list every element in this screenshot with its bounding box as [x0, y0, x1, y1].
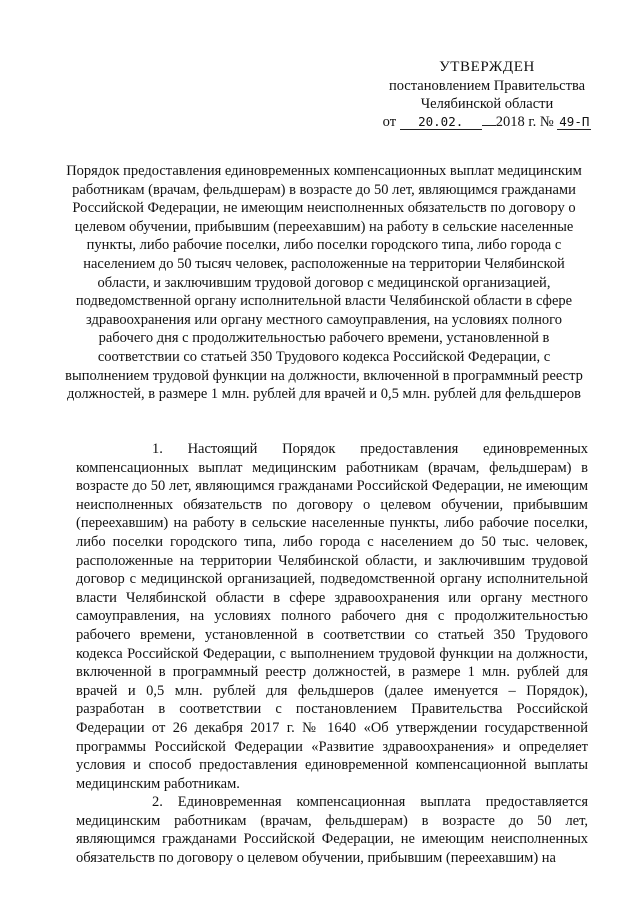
paragraph-1: [76, 440, 588, 793]
paragraph-2: [76, 793, 588, 867]
paragraph-text: Единовременная компенсационная выплата предоставляется медицинским работникам (врачам, фельдшерам) в возрасте до 50 лет, являющимся гражданами Российской Федерации, не имеющим неисполненных обязательств по договору о целевом обучении, прибывшим (переехавшим) на: [76, 794, 589, 867]
approval-stamp: [372, 58, 602, 131]
approval-heading: УТВЕРЖДЕН: [439, 59, 535, 75]
paragraph-number: 2.: [152, 794, 163, 811]
paragraph-number: 1.: [152, 441, 163, 457]
approval-line-2: Челябинской области: [420, 96, 554, 112]
approval-line-1: постановлением Правительства: [388, 78, 586, 94]
document-body: [76, 440, 588, 868]
paragraph-text: Настоящий Порядок предоставления единовременных компенсационных выплат медицинским работникам (врачам, фельдшерам) в возрасте до 50 лет, являющимся гражданами Российской Федерации, не имеющим неисполненных обязательств по договору о целевом обучении, прибывшим (переехавшим) на работу в сельские населенные пункты, либо рабочие поселки, либо поселки городского типа, либо города с населением до 50 тыс. человек, расположенные на территории Челябинской области, и заключившим трудовой договор с медицинской организацией, подведомственной органу исполнительной власти Челябинской области в сфере здравоохранения или органу местного самоуправления, на условиях полного рабочего дня с продолжительностью рабочего времени, установленной в соответствии со статьей 350 Трудового кодекса Российской Федерации, с выполнением трудовой функции на должности, включенной в программный реестр должностей, в размере 1 млн. рублей для врачей и 0,5 млн. рублей для фельдшеров (далее именуется – Порядок), разработан в соответствии с постановлением Правительства Российской Федерации от 26 декабря 2017 г. № 1640 «Об утверждении государственной программы Российской Федерации «Развитие здравоохранения» и определяет условия и способ предоставления единовременной компенсационной выплаты медицинским работникам.: [76, 441, 588, 792]
approval-prefix: от: [382, 114, 397, 130]
document-title: Порядок предоставления единовременных компенсационных выплат медицинским работникам (врачам, фельдшерам) в возрасте до 50 лет, являющимся гражданами Российской Федерации, не имеющим неисполненных обязательств по договору о целевом обучении, прибывшим (переехавшим) на работу в сельские населенные пункты, либо рабочие поселки, либо поселки городского типа, либо города с населением до 50 тысяч человек, расположенные на территории Челябинской области, и заключившим трудовой договор с медицинской организацией, подведомственной органу исполнительной власти Челябинской области в сфере здравоохранения или органу местного самоуправления, на условиях полного рабочего дня с продолжительностью рабочего времени, установленной в соответствии со статьей 350 Трудового кодекса Российской Федерации, с выполнением трудовой функции на должности, включенной в программный реестр должностей, в размере 1 млн. рублей для врачей и 0,5 млн. рублей для фельдшеров: [65, 163, 583, 403]
handwritten-date: 20.02.: [400, 115, 482, 130]
handwritten-number: 49-П: [559, 114, 590, 129]
approval-date-line: [372, 113, 602, 131]
date-underline: [482, 113, 496, 126]
approval-year: 2018 г. №: [495, 114, 554, 130]
